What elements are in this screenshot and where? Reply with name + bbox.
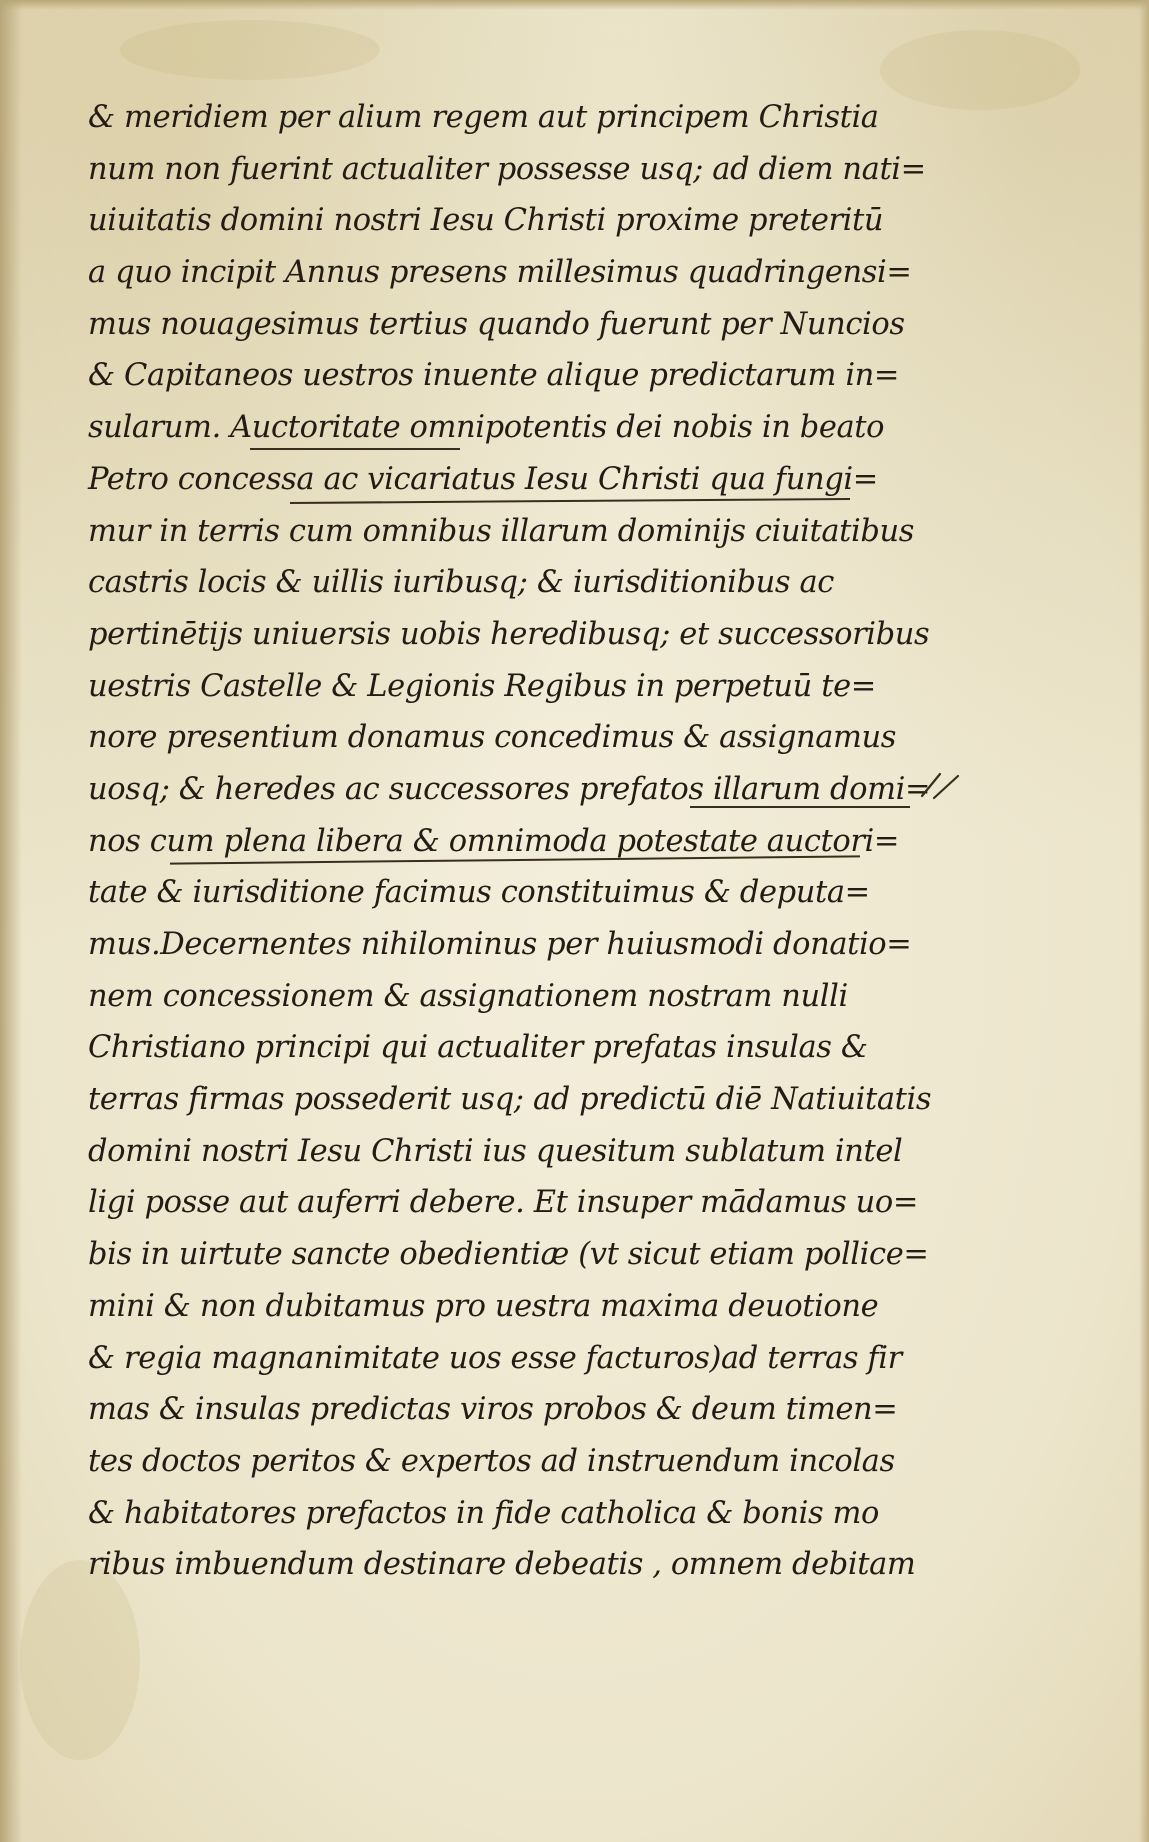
text-line: ligi posse aut auferri debere. Et insuper mādamus uo=	[88, 1185, 918, 1221]
text-line: nem concessionem & assignationem nostram nulli	[88, 978, 848, 1014]
page-top-edge	[0, 0, 1149, 10]
text-line: Petro concessa ac vicariatus Iesu Christi qua fungi=	[88, 461, 878, 497]
paper-stain	[120, 20, 380, 80]
pen-underline	[250, 448, 460, 450]
page-right-edge	[1139, 0, 1149, 1842]
printed-text-block	[88, 92, 932, 1591]
text-line: num non fuerint actualiter possesse usq; ad diem nati=	[88, 151, 926, 187]
text-line: & meridiem per alium regem aut principem Christia	[88, 100, 879, 135]
text-line: sularum. Auctoritate omnipotentis dei nobis in beato	[88, 410, 885, 446]
text-line: mus nouagesimus tertius quando fuerunt per Nuncios	[88, 306, 905, 342]
margin-slash-icon	[918, 770, 968, 800]
pen-underline	[690, 806, 910, 808]
text-line: castris locis & uillis iuribusq; & iurisditionibus ac	[88, 565, 834, 601]
text-line: & Capitaneos uestros inuente alique predictarum in=	[88, 358, 900, 394]
text-line: pertinētijs uniuersis uobis heredibusq; et successoribus	[88, 616, 930, 652]
text-line: a quo incipit Annus presens millesimus quadringensi=	[88, 255, 912, 291]
text-line: bis in uirtute sancte obedientiæ (vt sicut etiam pollice=	[88, 1237, 929, 1273]
text-line: Christiano principi qui actualiter prefatas insulas &	[88, 1030, 868, 1066]
text-line: nore presentium donamus concedimus & assignamus	[88, 720, 896, 756]
text-line: nos cum plena libera & omnimoda potestate auctori=	[88, 823, 900, 859]
text-line: tate & iurisditione facimus constituimus & deputa=	[88, 875, 870, 911]
text-line: & habitatores prefactos in fide catholica & bonis mo	[88, 1495, 880, 1531]
text-line: terras firmas possederit usq; ad predictū diē Natiuitatis	[88, 1082, 932, 1118]
text-line: tes doctos peritos & expertos ad instruendum incolas	[88, 1443, 895, 1479]
text-line: uestris Castelle & Legionis Regibus in perpetuū te=	[88, 668, 876, 704]
margin-mark	[918, 770, 968, 800]
text-line: domini nostri Iesu Christi ius quesitum sublatum intel	[88, 1133, 903, 1169]
text-line: mur in terris cum omnibus illarum dominijs ciuitatibus	[88, 513, 914, 549]
text-line: mini & non dubitamus pro uestra maxima deuotione	[88, 1288, 879, 1324]
text-line: mas & insulas predictas viros probos & deum timen=	[88, 1392, 898, 1428]
text-line: ribus imbuendum destinare debeatis , omnem debitam	[88, 1547, 916, 1583]
text-line: mus.Decernentes nihilominus per huiusmodi donatio=	[88, 927, 912, 962]
page-left-edge	[0, 0, 22, 1842]
text-line: uiuitatis domini nostri Iesu Christi proxime preteritū	[88, 203, 884, 239]
text-line: uosq; & heredes ac successores prefatos illarum domi=	[88, 771, 931, 807]
text-line: & regia magnanimitate uos esse facturos)ad terras fir	[88, 1340, 902, 1376]
